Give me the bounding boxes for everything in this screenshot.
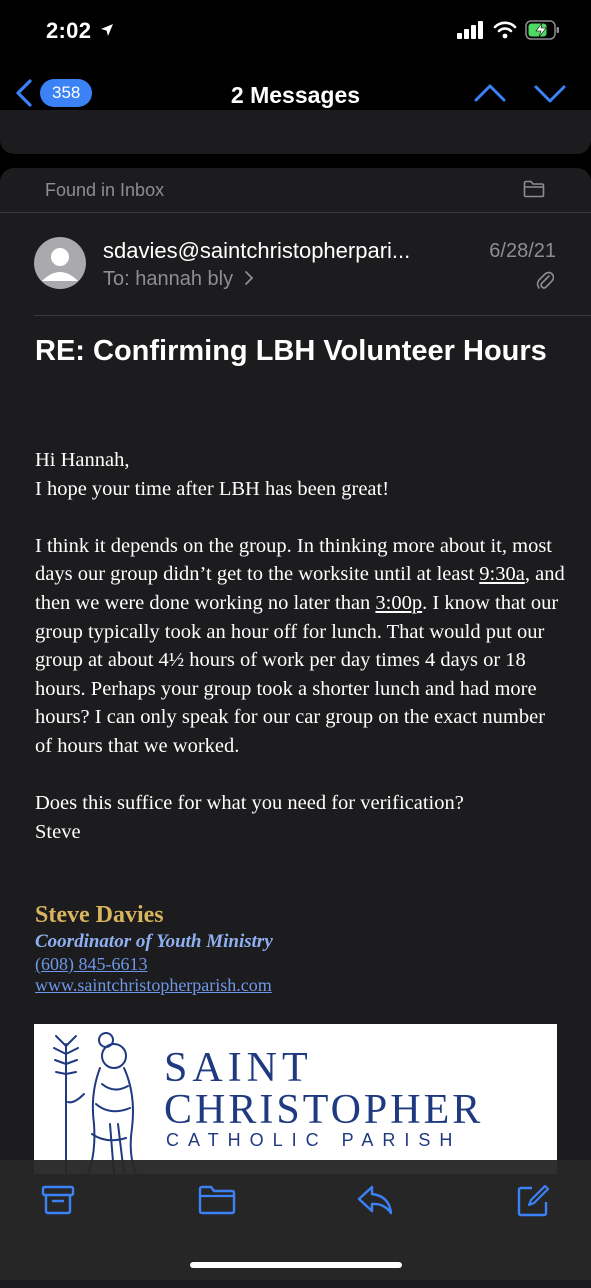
signature-name: Steve Davies bbox=[35, 902, 164, 928]
signature-title: Coordinator of Youth Ministry bbox=[35, 931, 273, 952]
divider bbox=[0, 212, 591, 213]
reply-icon[interactable] bbox=[356, 1184, 394, 1216]
page-title: 2 Messages bbox=[230, 82, 361, 108]
chevron-right-icon bbox=[243, 270, 255, 286]
to-label: To: bbox=[103, 268, 130, 290]
recipient-name[interactable]: hannah bly bbox=[135, 268, 234, 290]
message-date: 6/28/21 bbox=[489, 240, 556, 262]
archive-icon[interactable] bbox=[41, 1184, 75, 1216]
parish-logo bbox=[34, 1024, 557, 1174]
chevron-down-icon[interactable] bbox=[533, 78, 567, 108]
status-bar bbox=[0, 0, 591, 64]
logo-text-line: SAINT bbox=[164, 1045, 313, 1091]
mailbox-location-label: Found in Inbox bbox=[45, 180, 165, 200]
battery-charging-icon bbox=[525, 20, 561, 40]
home-indicator[interactable] bbox=[190, 1262, 402, 1268]
unread-count-badge: 358 bbox=[40, 79, 92, 107]
recipients-line[interactable] bbox=[103, 268, 255, 291]
body-line: Does this suffice for what you need for verification? bbox=[35, 792, 464, 815]
paragraph-text: , and then we were done working no later than bbox=[35, 563, 565, 614]
wifi-icon bbox=[493, 21, 517, 39]
signature-phone-link[interactable]: (608) 845-6613 bbox=[35, 954, 148, 974]
signature-website-link[interactable]: www.saintchristopherparish.com bbox=[35, 975, 272, 995]
logo-text-line: CHRISTOPHER bbox=[164, 1087, 484, 1133]
avatar[interactable] bbox=[34, 237, 86, 289]
person-icon bbox=[34, 237, 86, 289]
divider bbox=[34, 315, 591, 316]
move-to-folder-icon[interactable] bbox=[198, 1184, 236, 1216]
message-body bbox=[35, 446, 565, 846]
saint-christopher-emblem-icon bbox=[44, 1024, 154, 1174]
body-paragraph bbox=[35, 532, 565, 761]
cellular-signal-icon bbox=[457, 21, 485, 39]
paragraph-text: I think it depends on the group. In thinking more about it, most days our group didn’t get to the worksite until at least bbox=[35, 534, 552, 586]
detected-time-link[interactable]: 3:00p bbox=[375, 591, 423, 614]
previous-message-card[interactable] bbox=[0, 110, 591, 154]
paragraph-text: . I know that our group typically took an hour off for lunch. That would put our group at about 4½ hours of work per day times 4 days or 18 hours. Perhaps your group took a shorter lunch and had more hours? I can only speak for our car group on the exact number of hours that we worked. bbox=[35, 591, 559, 757]
signoff: Steve bbox=[35, 820, 81, 843]
compose-icon[interactable] bbox=[516, 1184, 550, 1218]
sender-address[interactable]: sdavies@saintchristopherpari... bbox=[103, 238, 411, 263]
greeting: Hi Hannah, bbox=[35, 449, 130, 471]
folder-icon[interactable] bbox=[523, 180, 545, 198]
message-subject: RE: Confirming LBH Volunteer Hours bbox=[35, 335, 547, 367]
body-line: I hope your time after LBH has been great! bbox=[35, 477, 390, 500]
time-text: 2:02 bbox=[46, 18, 92, 43]
detected-time-link[interactable]: 9:30a bbox=[479, 563, 525, 586]
chevron-up-icon[interactable] bbox=[473, 78, 507, 108]
location-arrow-icon bbox=[100, 23, 114, 37]
logo-text-line: CATHOLIC PARISH bbox=[166, 1130, 462, 1150]
attachment-icon bbox=[536, 270, 554, 292]
clock bbox=[46, 18, 114, 44]
